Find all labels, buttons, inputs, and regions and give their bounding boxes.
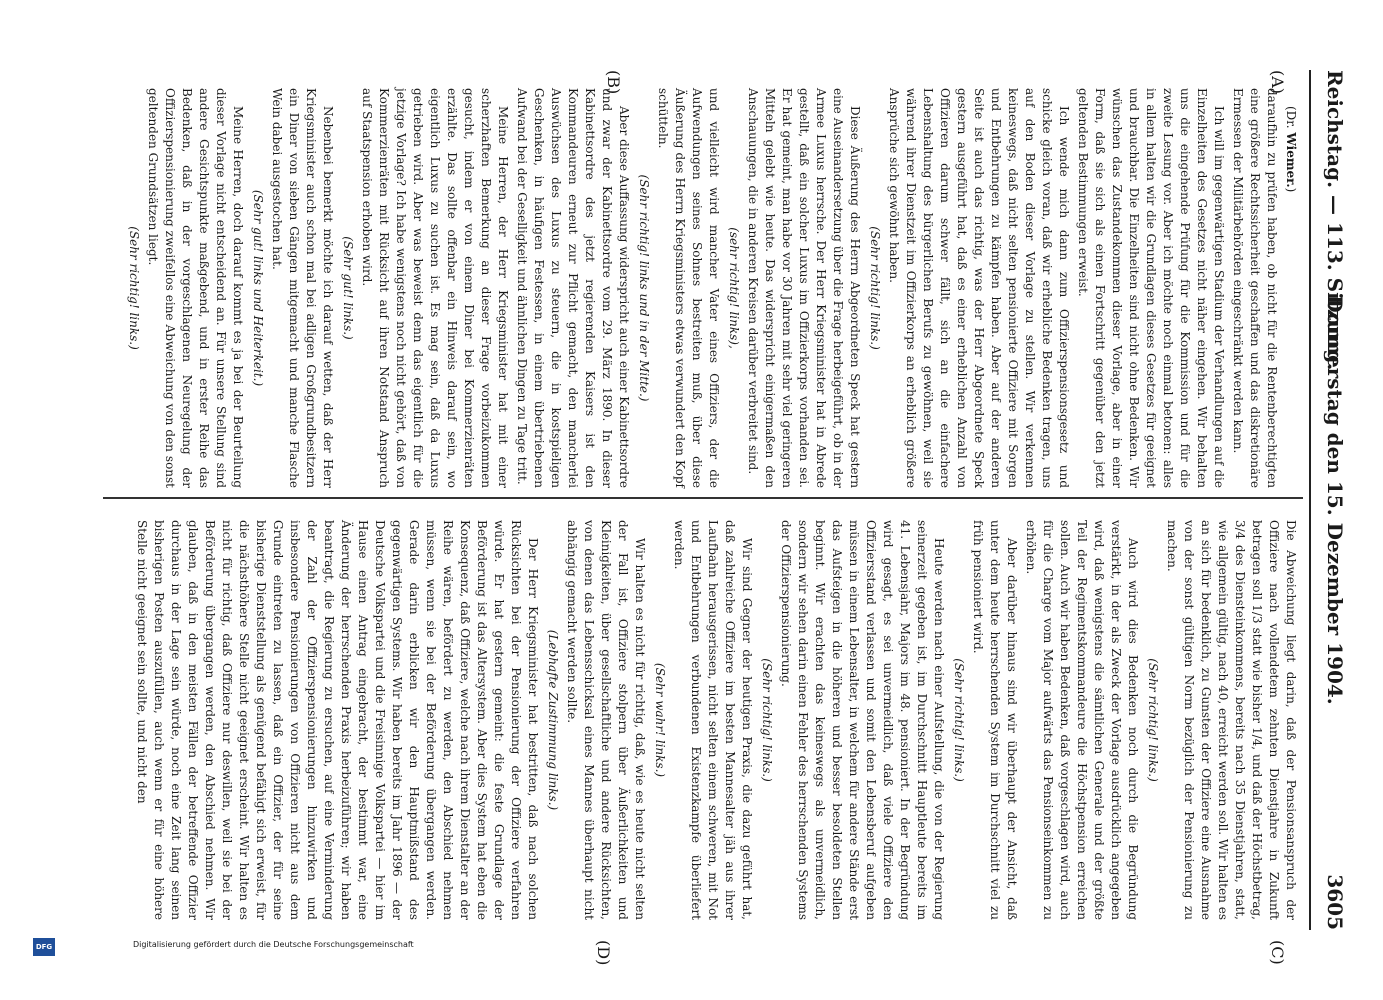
header-left: Reichstag. — 113. Sitzung. bbox=[1323, 70, 1347, 371]
interjection: (Sehr gut! links und Heiterkeit.) bbox=[251, 189, 265, 387]
margin-marker-b: (B) bbox=[604, 70, 623, 95]
paragraph: Ich wende mich dann zum Offizierspensionsgesetz und schicke gleich voran, daß wir erhebliche Bedenken tragen, uns auf den Boden dieser Vorlage zu stellen. Wir verkennen keineswegs, daß nicht selten pensionierte Offiziere mit Sorgen und Entbehrungen zu kämpfen haben. Aber auf der anderen Seite ist auch das richtig, was der Herr Abgeordnete Speck gestern ausgeführt hat, daß es einer erheblichen Anzahl von Offizieren darum schwer fällt, sich an die einfachere Lebenshaltung des bürgerlichen Berufs zu gewöhnen, weil sie während ihrer Dienstzeit im Offizierkorps an erheblich größere Ansprüche sich gewöhnt haben. bbox=[887, 88, 1071, 488]
page-header bbox=[1317, 70, 1353, 930]
paragraph: Die Abweichung liegt darin, daß der Pensionsanspruch der Offiziere nach vollendetem zehnten Dienstjahre in Zukunft betragen soll 1/3 statt wie bisher 1/4, und daß der Höchstbetrag, 3/4 des Diensteinkommens, bereits nach 35 Dienstjahren, statt, wie allgemein gültig, nach 40, erreicht werden soll. Wir halten es an sich für bedenklich, zu Gunsten der Offiziere eine Ausnahme von der sonst gültigen Norm bezüglich der Pensionierung zu machen. bbox=[1165, 520, 1298, 920]
margin-marker-d: (D) bbox=[594, 940, 613, 966]
interjection: (Sehr gut! links.) bbox=[341, 236, 355, 340]
margin-marker-c: (C) bbox=[1268, 940, 1287, 965]
speaker-suffix: ) bbox=[1284, 187, 1298, 193]
interjection: (Sehr richtig! links.) bbox=[952, 658, 966, 782]
paragraph: Meine Herren, der Herr Kriegsminister hat mit einer scherzhaften Bemerkung an dieser Frage vorbeizukommen gesucht, indem er von einem Diner bei Kommerzienräten erzählte. Das sollte offenbar ein Hinweis darauf sein, wo eigentlich Luxus zu suchen ist. Es mag sein, daß da Luxus getrieben wird. Aber was beweist denn das eigentlich für die jetzige Vorlage? Ich habe wenigstens noch nicht gehört, daß von Kommerzienräten mit Rücksicht auf ihren Notstand Anspruch auf Staatspension erhoben wird. bbox=[360, 88, 510, 488]
column-divider bbox=[103, 497, 1303, 499]
speaker-name: Wiemer. bbox=[1284, 132, 1298, 188]
paragraph: Der Herr Kriegsminister hat bestritten, daß nach solchen Rücksichten bei der Pensionierung der Offiziere verfahren würde. Er hat gestern gemeint: die feste Grundlage der Beförderung ist das Altersystem. Aber dies System hat eben die Konsequenz, daß Offiziere, welche nach ihrem Dienstalter an der Reihe wären, befördert zu werden, den Abschied nehmen müssen, wenn sie bei der Beförderung übergangen werden. Gerade darin erblicken wir den Hauptmißstand des gegenwärtigen Systems. Wir haben bereits im Jahr 1896 — der Deutsche Volkspartei und die Freisinnige Volkspartei — hier im Hause einen Antrag eingebracht, der bestimmt war, eine Änderung der herrschenden Praxis herbeizuführen; wir haben beantragt, die Regierung zu ersuchen, auf eine Verminderung der Zahl der Offizierspensionierungen hinzuwirken und insbesondere Pensionierungen von Offizieren nicht aus dem Grunde eintreten zu lassen, daß ein Offizier, der für seine bisherige Dienststellung als genügend befähigt sich erweist, für die nächsthöhere Stelle nicht geeignet erscheint. Wir halten es nicht für richtig, daß Offiziere nur deswillen, weil sie bei der Beförderung übergangen werden, den Abschied nehmen. Wir glauben, daß in den meisten Fällen der betreffende Offizier durchaus in der Lage sein würde, noch eine Zeit lang seinen bisherigen Posten auszufüllen, auch wenn er für eine höhere Stelle nicht geeignet sein sollte, und nicht den bbox=[135, 520, 540, 920]
interjection: (Sehr wahr! links.) bbox=[653, 662, 667, 778]
paragraph: Heute werden nach einer Aufstellung, die von der Regierung seinerzeit gegeben ist, im Durchschnitt Hauptleute bereits im 41. Lebensjahr, Majors im 48. pensioniert. In der Begründung wird gesagt, es sei unvermeidlich, daß viele Offiziere den Offiziersstand verlassen und somit den Lebensberuf aufgeben müssen in einem Lebensalter, in welchem für andere Stände erst das Aufsteigen in die höheren und besser besoldeten Stellen beginnt. Wir erachten das keineswegs als unvermeidlich, sondern wir sehen darin einen Fehler des herrschenden Systems der Offizierspensionierung. bbox=[779, 520, 946, 920]
paragraph: Nebenbei bemerkt möchte ich darauf wetten, daß der Herr Kriegsminister auch schon mal bei adligen Großgrundbesitzern ein Diner von sieben Gängen mitgemacht und manche Flasche Wein dabei ausgestochen hat. bbox=[270, 88, 335, 488]
paragraph: Ich will im gegenwärtigen Stadium der Verhandlungen auf die Einzelheiten des Gesetzes nicht näher eingehen. Wir behalten uns die eingehende Prüfung für die Kommission und für die zweite Lesung vor. Aber ich möchte noch einmal betonen: alles in allem halten wir die Grundlagen dieses Gesetzes für geeignet und brauchbar. Die Einzelheiten sind nicht ohne Bedenken. Wir wünschen das Zustandekommen dieser Vorlage, aber in einer Form, daß sie sich als einen Fortschritt gegenüber den jetzt geltenden Bestimmungen erweist. bbox=[1076, 88, 1226, 488]
paragraph: Meine Herren, doch darauf kommt es ja bei der Beurteilung dieser Vorlage nicht entscheidend an. Für unsere Stellung sind andere Gesichtspunkte maßgebend, und in erster Reihe das Bedenken, daß in der vorgeschlagenen Neuregelung der Offizierspensionierung zweifellos eine Abweichung von den sonst geltenden Grundsätzen liegt. bbox=[146, 88, 245, 488]
paragraph: Diese Äußerung des Herrn Abgeordneten Speck hat gestern eine Auseinandersetzung über die Frage herbeigeführt, ob in der Armee Luxus herrsche. Der Herr Kriegsminister hat in Abrede gestellt, daß ein solcher Luxus im Offizierkorps vorhanden sei. Er hat gemeint, man habe vor 30 Jahren mit sehr viel geringeren Mitteln gelebt wie heute. Das widerspricht einigermaßen den Anschauungen, die in anderen Kreisen darüber verbreitet sind. bbox=[746, 88, 862, 488]
left-column bbox=[122, 88, 1299, 488]
margin-marker-a: (A) bbox=[1268, 70, 1287, 95]
paragraph: und vielleicht wird mancher Vater eines Offiziers, der die Aufwendungen seines Sohnes bestreiten muß, über diese Äußerung des Herrn Kriegsministers etwas verwundert den Kopf schütteln. bbox=[656, 88, 721, 488]
interjection: (Sehr richtig! links.) bbox=[868, 226, 882, 350]
header-rule bbox=[1309, 70, 1311, 930]
header-date: Donnerstag den 15. Dezember 1904. bbox=[1323, 295, 1347, 705]
interjection: (Sehr richtig! links.) bbox=[1146, 658, 1160, 782]
interjection: (Sehr richtig! links.) bbox=[127, 226, 141, 350]
paragraph: Wir halten es nicht für richtig, daß, wie es heute nicht selten der Fall ist, Offiziere stolpern über Äußerlichkeiten und Kleinigkeiten, über gesellschaftliche und andere Rücksichten, von denen das Lebensschicksal eines Mannes überhaupt nicht abhängig gemacht werden sollte. bbox=[565, 520, 647, 920]
speaker-prefix: (Dr. bbox=[1284, 106, 1298, 129]
paragraph: Aber diese Auffassung widerspricht auch einer Kabinettsordre und zwar der Kabinettsordre vom 29. März 1890. In dieser Kabinettsordre des jetzt regierenden Kaisers ist den Kommandeuren erneut zur Pflicht gemacht, den mancherlei Auswüchsen des Luxus zu steuern, die in kostspieligen Geschenken, in häufigen Festessen, in einem übertriebenen Aufwand bei der Geselligkeit und ähnlichen Dingen zu Tage tritt. bbox=[515, 88, 631, 488]
right-column bbox=[131, 520, 1299, 920]
interjection: (Lebhafte Zustimmung links.) bbox=[546, 629, 560, 811]
paragraph: Aber darüber hinaus sind wir überhaupt der Ansicht, daß unter dem heute herrschenden System im Durchschnitt viel zu früh pensioniert wird. bbox=[971, 520, 1019, 920]
interjection: (Sehr richtig! links und in der Mitte.) bbox=[637, 174, 651, 402]
speaker-line bbox=[1282, 88, 1299, 488]
paragraph: Auch wird dies Bedenken noch durch die Begründung verstärkt, in der als Zweck der Vorlage ausdrücklich angegeben wird, daß wenigstens die sämtlichen Generale und der größte Teil der Regimentskommandeure die Höchstpension erreichen sollen. Auch wir haben Bedenken, daß vorgeschlagen wird, auch für die Charge vom Major aufwärts das Pensionseinkommen zu erhöhen. bbox=[1024, 520, 1140, 920]
page-number: 3605 bbox=[1323, 874, 1347, 930]
digitization-note: Digitalisierung gefördert durch die Deutsche Forschungsgemeinschaft bbox=[133, 940, 414, 949]
paragraph: daraufhin zu prüfen haben, ob nicht für die Rentenberechtigten eine größere Rechtssicherheit geschaffen und das diskretionäre Ermessen der Militärbehörden eingeschränkt werden kann. bbox=[1231, 88, 1279, 488]
interjection: (Sehr richtig! links.) bbox=[760, 658, 774, 782]
dfg-logo: DFG bbox=[33, 938, 55, 956]
interjection: (sehr richtig! links), bbox=[727, 227, 741, 349]
paragraph: Wir sind Gegner der heutigen Praxis, die dazu geführt hat, daß zahlreiche Offiziere im besten Mannesalter jäh aus ihrer Laufbahn herausgerissen, nicht selten einem schweren, mit Not und Entbehrungen verbundenen Existenzkampfe überliefert werden. bbox=[672, 520, 754, 920]
